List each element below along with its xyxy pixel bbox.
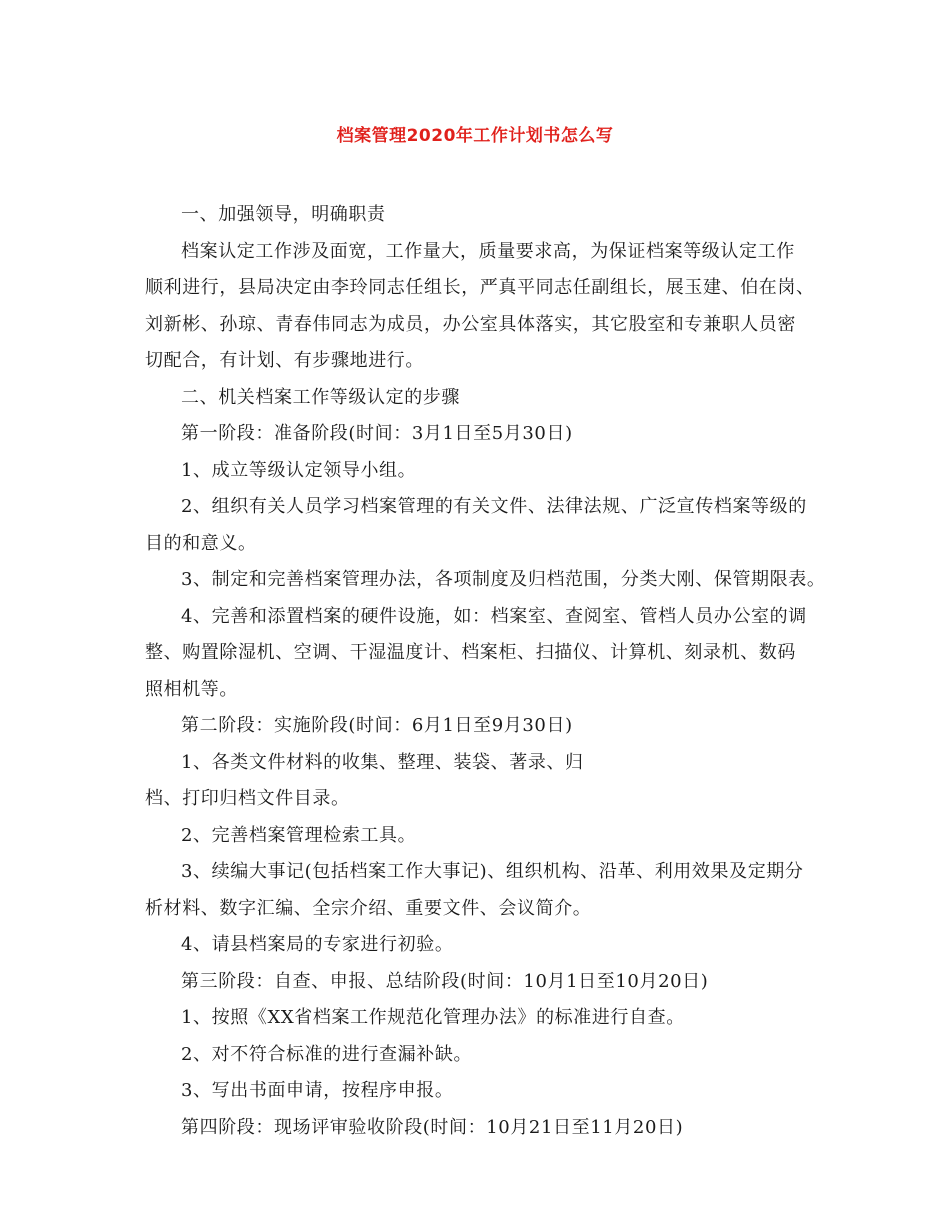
paragraph: [145, 1110, 805, 1147]
text-line: 二、机关档案工作等级认定的步骤: [181, 386, 460, 408]
text-line: 第四阶段：现场评审验收阶段(时间：10月21日至11月20日): [181, 1116, 684, 1138]
paragraph: [145, 489, 805, 562]
text-line: 3、续编大事记(包括档案工作大事记)、组织机构、沿革、利用效果及定期分: [181, 861, 804, 882]
text-line: 2、对不符合标准的进行查漏补缺。: [181, 1043, 473, 1065]
text-line: 档案认定工作涉及面宽，工作量大，质量要求高，为保证档案等级认定工作: [181, 240, 795, 262]
paragraph: [145, 197, 805, 234]
text-line: 3、写出书面申请，按程序申报。: [181, 1080, 454, 1101]
text-line: 第一阶段：准备阶段(时间：3月1日至5月30日): [181, 423, 573, 444]
text-line: 1、各类文件材料的收集、整理、装袋、著录、归: [181, 751, 584, 773]
text-line: 档、打印归档文件目录。: [145, 788, 350, 809]
paragraph: [145, 1037, 805, 1074]
text-line: 2、组织有关人员学习档案管理的有关文件、法律法规、广泛宣传档案等级的: [181, 496, 807, 517]
text-line: 照相机等。: [145, 678, 238, 700]
paragraph: [145, 854, 805, 927]
document-body: [145, 197, 826, 1146]
text-line: 一、加强领导，明确职责: [181, 204, 386, 225]
text-line: 2、完善档案管理检索工具。: [181, 824, 417, 846]
text-line: 顺利进行，县局决定由李玲同志任组长，严真平同志任副组长，展玉建、伯在岗、: [145, 277, 815, 298]
text-line: 切配合，有计划、有步骤地进行。: [145, 350, 424, 371]
paragraph: [145, 234, 815, 380]
text-line: 4、请县档案局的专家进行初验。: [181, 934, 454, 955]
text-line: 1、成立等级认定领导小组。: [181, 459, 417, 481]
paragraph: [145, 380, 805, 417]
paragraph: [145, 1000, 805, 1037]
paragraph: [145, 1073, 805, 1110]
text-line: 第二阶段：实施阶段(时间：6月1日至9月30日): [181, 715, 573, 736]
text-line: 刘新彬、孙琼、青春伟同志为成员，办公室具体落实，其它股室和专兼职人员密: [145, 313, 796, 335]
paragraph: [145, 453, 805, 490]
text-line: 3、制定和完善档案管理办法，各项制度及归档范围，分类大刚、保管期限表。: [181, 569, 826, 590]
paragraph: [145, 818, 805, 855]
paragraph: [145, 562, 826, 599]
paragraph: [145, 708, 805, 745]
paragraph: [145, 927, 805, 964]
document-title: 档案管理2020年工作计划书怎么写: [336, 126, 614, 146]
text-line: 第三阶段：自查、申报、总结阶段(时间：10月1日至10月20日): [181, 970, 709, 992]
paragraph: [145, 745, 805, 818]
paragraph: [145, 416, 805, 453]
paragraph: [145, 964, 805, 1001]
paragraph: [145, 599, 805, 709]
text-line: 析材料、数字汇编、全宗介绍、重要文件、会议简介。: [145, 897, 592, 919]
text-line: 4、完善和添置档案的硬件设施，如：档案室、查阅室、管档人员办公室的调: [181, 605, 807, 627]
text-line: 整、购置除湿机、空调、干湿温度计、档案柜、扫描仪、计算机、刻录机、数码: [145, 642, 796, 663]
text-line: 目的和意义。: [145, 532, 257, 554]
text-line: 1、按照《XX省档案工作规范化管理办法》的标准进行自查。: [181, 1007, 685, 1028]
